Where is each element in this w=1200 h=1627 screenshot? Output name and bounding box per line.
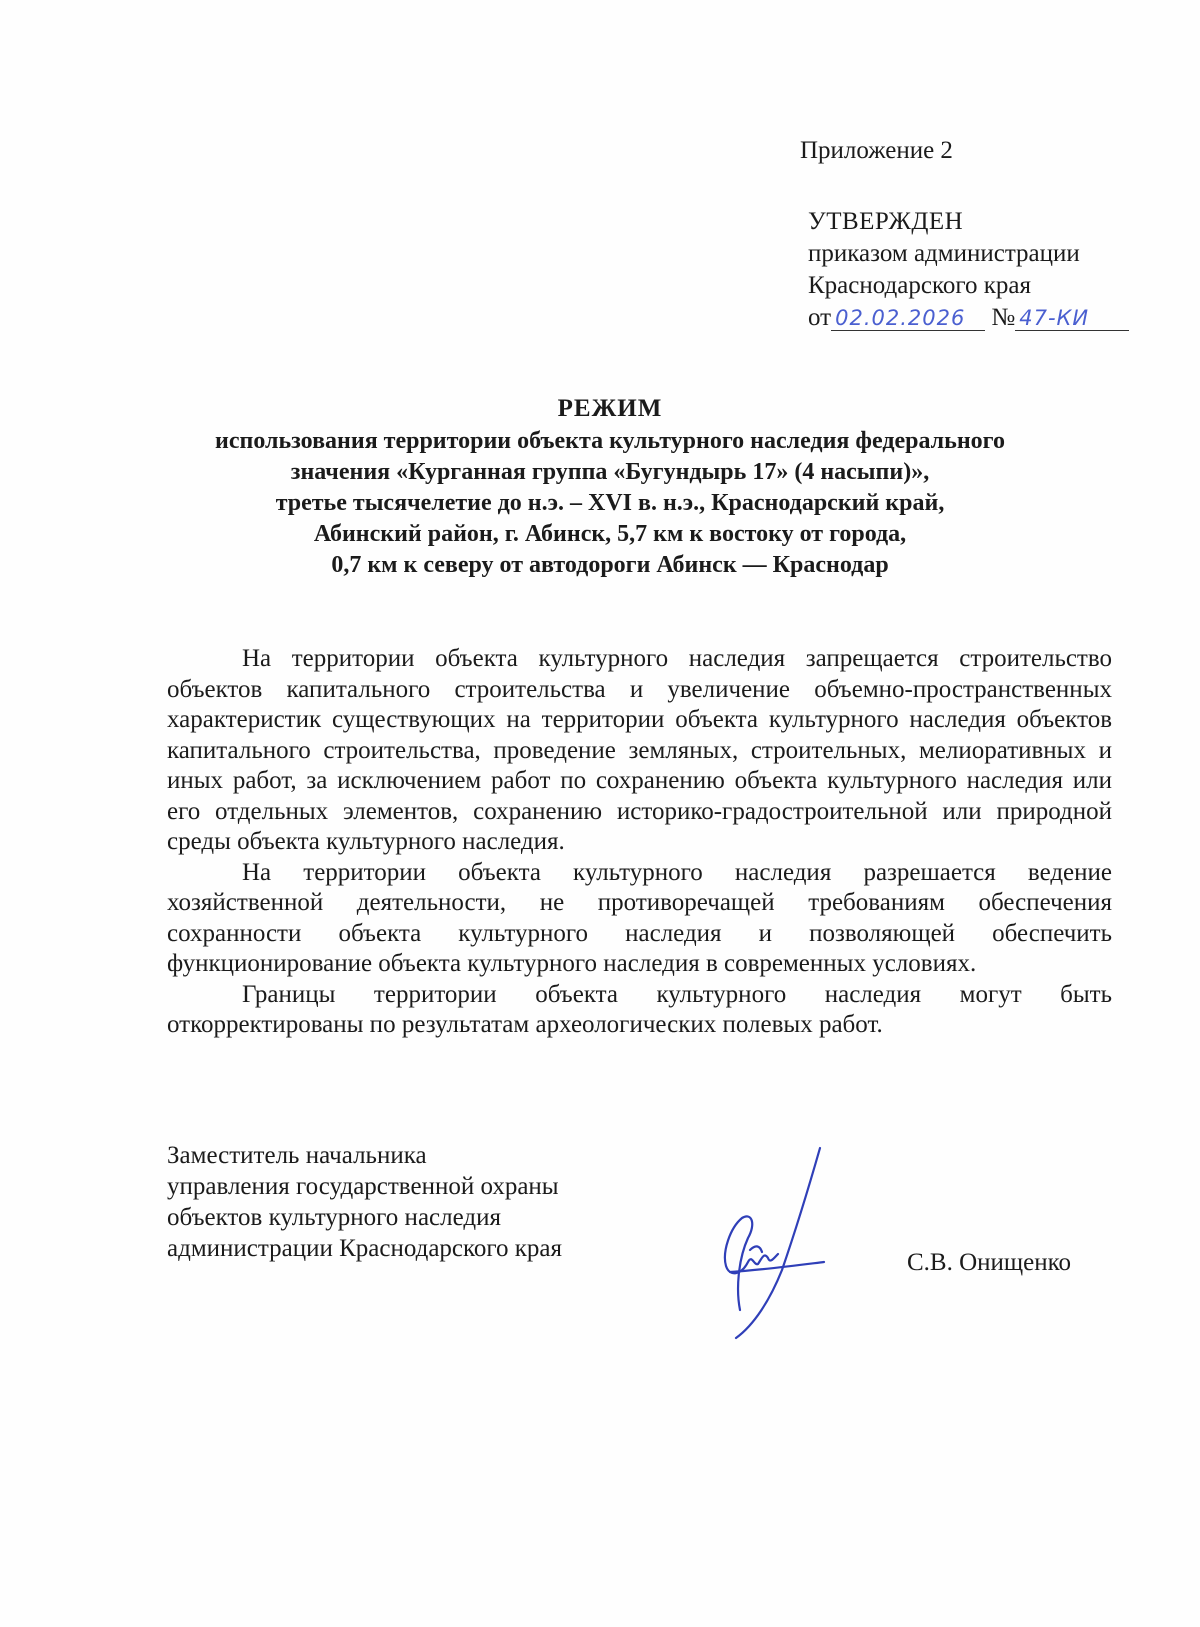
- paragraph-prohibitions: На территории объекта культурного наследия запрещается строительство объектов капитального строительства и увеличение объемно-пространственных характеристик существующих на территории объекта культурного наследия объектов капитального строительства, проведение земляных, строительных, мелиоративных и иных работ, за исключением работ по сохранению объекта культурного наследия или его отдельных элементов, сохранению историко-градостроительной или природной среды объекта культурного наследия.: [167, 645, 1112, 855]
- signatory-line-4: администрации Краснодарского края: [167, 1235, 563, 1262]
- title-main: РЕЖИМ: [557, 395, 663, 422]
- signatory-line-1: Заместитель начальника: [167, 1142, 427, 1169]
- signatory-line-2: управления государственной охраны: [167, 1173, 559, 1200]
- title-line-3: третье тысячелетие до н.э. – XVI в. н.э., Краснодарский край,: [275, 490, 945, 516]
- appendix-label: Приложение 2: [800, 137, 953, 164]
- approval-stamp: [808, 206, 1129, 334]
- document-title: [150, 393, 1070, 581]
- title-line-4: Абинский район, г. Абинск, 5,7 км к востоку от города,: [313, 521, 907, 547]
- title-line-5: 0,7 км к северу от автодороги Абинск — Краснодар: [331, 552, 889, 578]
- handwritten-number: 47-КИ: [1015, 306, 1129, 331]
- handwritten-signature: [712, 1140, 852, 1340]
- document-body: [167, 644, 1112, 1041]
- signer-name: С.В. Онищенко: [907, 1249, 1072, 1276]
- number-prefix: №: [991, 304, 1016, 331]
- approval-line-2: Краснодарского края: [808, 272, 1031, 299]
- paragraph-boundaries: Границы территории объекта культурного наследия могут быть откорректированы по результатам археологических полевых работ.: [167, 980, 1112, 1038]
- date-prefix: от: [808, 304, 832, 331]
- signatory-position: [167, 1140, 562, 1264]
- approval-date-line: [808, 302, 1129, 334]
- handwritten-date: 02.02.2026: [831, 306, 985, 331]
- paragraph-permissions: На территории объекта культурного наследия разрешается ведение хозяйственной деятельности, не противоречащей требованиям обеспечения сохранности объекта культурного наследия и позволяющей обеспечить функционирование объекта культурного наследия в современных условиях.: [167, 858, 1112, 977]
- title-line-2: значения «Курганная группа «Бугундырь 17» (4 насыпи)»,: [290, 459, 930, 485]
- title-line-1: использования территории объекта культурного наследия федерального: [215, 428, 1005, 454]
- approved-heading: УТВЕРЖДЕН: [808, 208, 964, 235]
- approval-line-1: приказом администрации: [808, 240, 1080, 267]
- signatory-line-3: объектов культурного наследия: [167, 1204, 501, 1231]
